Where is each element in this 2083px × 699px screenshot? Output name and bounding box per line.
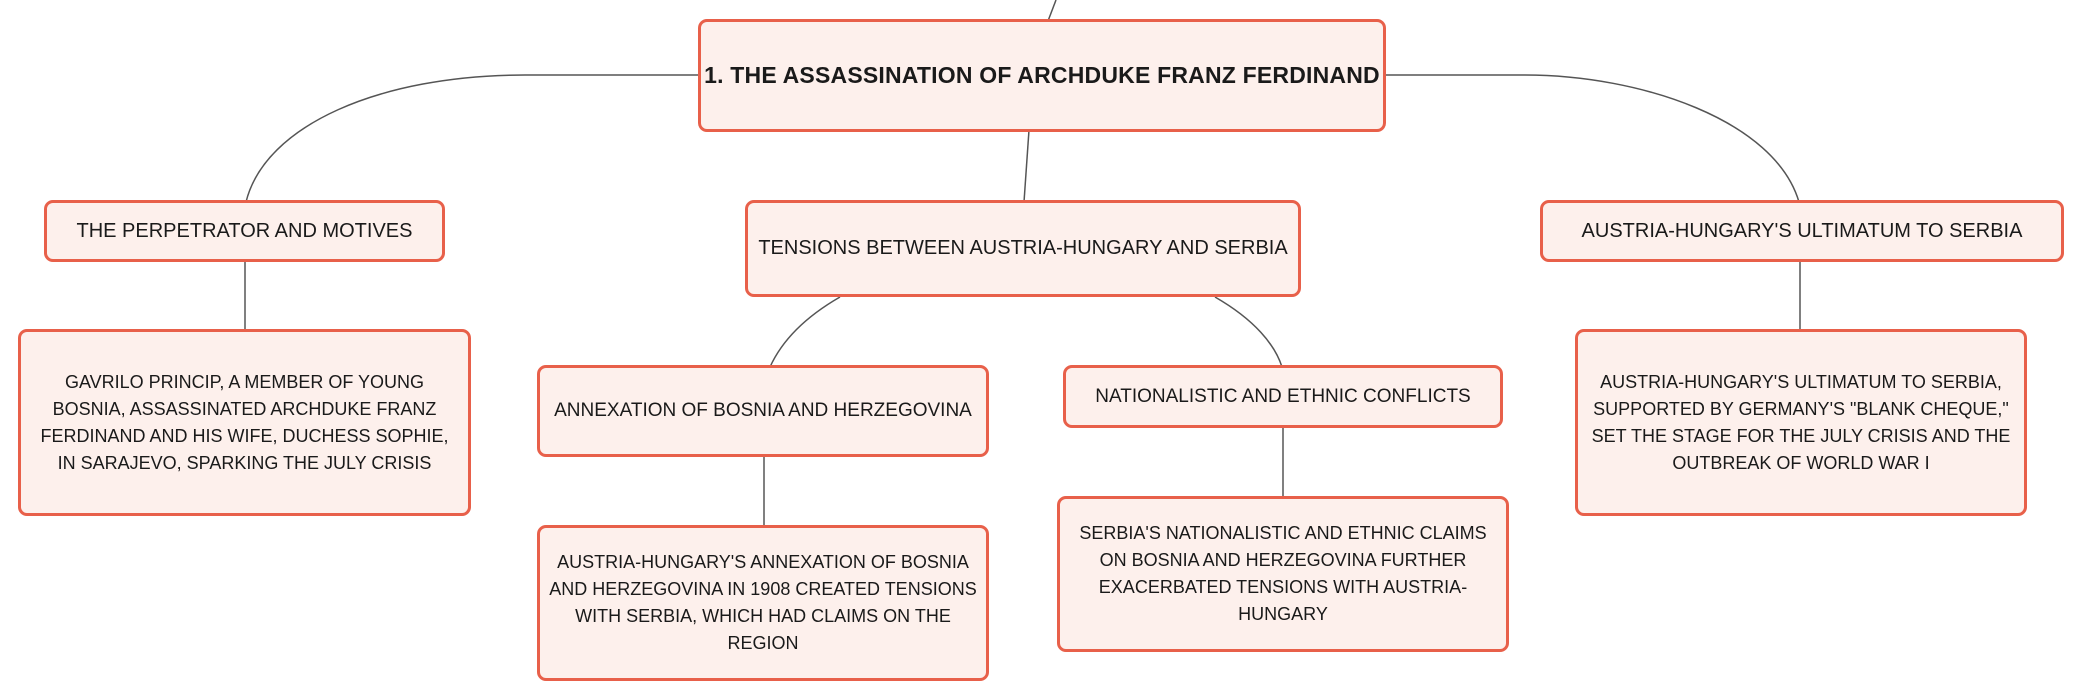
annexation-topic-label: ANNEXATION OF BOSNIA AND HERZEGOVINA (554, 400, 972, 421)
nationalistic-detail-node[interactable] (1057, 496, 1509, 652)
connector-root-tensions (1024, 130, 1029, 202)
ultimatum-detail-node[interactable] (1575, 329, 2027, 516)
connector-root-ultimatum (1384, 75, 1799, 202)
perpetrator-detail-text: GAVRILO PRINCIP, A MEMBER OF YOUNG BOSNIA, ASSASSINATED ARCHDUKE FRANZ FERDINAND AND HIS WIFE, DUCHESS SOPHIE, IN SARAJEVO, SPARKING THE JULY CRISIS (40, 371, 449, 473)
tensions-topic-label: TENSIONS BETWEEN AUSTRIA-HUNGARY AND SERBIA (758, 237, 1288, 259)
ultimatum-topic-node[interactable] (1540, 200, 2064, 262)
perpetrator-detail-node[interactable] (18, 329, 471, 516)
perpetrator-topic-label: THE PERPETRATOR AND MOTIVES (76, 219, 413, 242)
annexation-detail-text: AUSTRIA-HUNGARY'S ANNEXATION OF BOSNIA AND HERZEGOVINA IN 1908 CREATED TENSIONS WITH SERBIA, WHICH HAD CLAIMS ON THE REGION (549, 552, 977, 653)
connector-tensions-annexation (770, 297, 840, 367)
annexation-topic-node[interactable] (537, 365, 989, 457)
nationalistic-topic-node[interactable] (1063, 365, 1503, 428)
root-topic-node[interactable] (698, 19, 1386, 132)
ultimatum-topic-label: AUSTRIA-HUNGARY'S ULTIMATUM TO SERBIA (1581, 219, 2023, 242)
connector-tensions-nationalistic (1215, 297, 1282, 367)
connector-parent-root (1048, 0, 1056, 21)
perpetrator-topic-node[interactable] (44, 200, 445, 262)
annexation-detail-node[interactable] (537, 525, 989, 681)
root-topic-label: 1. THE ASSASSINATION OF ARCHDUKE FRANZ FERDINAND (704, 62, 1380, 88)
connector-root-perpetrator (246, 75, 700, 202)
tensions-topic-node[interactable] (745, 200, 1301, 297)
nationalistic-topic-label: NATIONALISTIC AND ETHNIC CONFLICTS (1095, 385, 1471, 407)
ultimatum-detail-text: AUSTRIA-HUNGARY'S ULTIMATUM TO SERBIA, SUPPORTED BY GERMANY'S "BLANK CHEQUE," SET THE STAGE FOR THE JULY CRISIS AND THE OUTBREAK OF WORLD WAR I (1591, 371, 2011, 473)
nationalistic-detail-text: SERBIA'S NATIONALISTIC AND ETHNIC CLAIMS ON BOSNIA AND HERZEGOVINA FURTHER EXACERBATED TENSIONS WITH AUSTRIA-HUNGARY (1079, 523, 1487, 624)
